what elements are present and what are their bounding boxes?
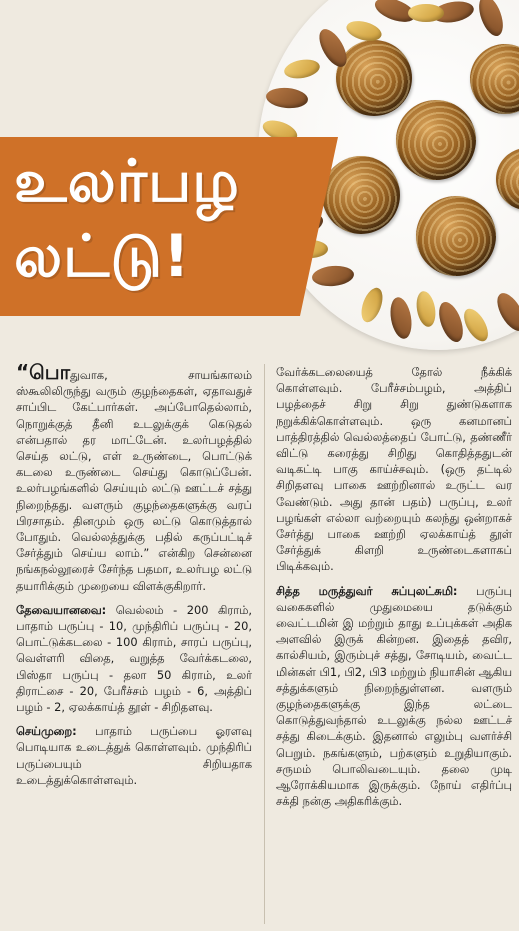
ingredients-text: வெல்லம் - 200 கிராம், பாதாம் பருப்பு - 10, முந்திரிப் பருப்பு - 20, பொட்டுக்கடலை - 100 கிராம், சாரப் பருப்பு, வெள்ளரி விதை, வறுத்த வேர்க்கடலை, பிஸ்தா பருப்பு - தலா 50 கிராம், உலர் திராட்சை - 20, பேரீச்சம் பழம் - 6, அத்திப் பழம் - 2, ஏலக்காய்த் தூள் - சிறிதளவு. (16, 602, 252, 715)
lead-word: “பொ (16, 360, 71, 384)
expert-label: சித்த மருத்துவர் சுப்புலட்சுமி: (276, 583, 458, 598)
expert-paragraph (276, 583, 512, 810)
laddu-ball (396, 100, 476, 180)
intro-text: துவாக, சாயங்காலம் ஸ்கூலிலிருந்து வரும் குழந்தைகள், ஏதாவதுச் சாப்பிட கேட்பார்கள். அப்போதெல்லாம், நொறுக்குத் தீனி உடலுக்குக் கெடுதல் என்பதால் தர மாட்டேன். உலர்பழத்தில் செய்த லட்டு, எள் உருண்டை, பொட்டுக் கடலை உருண்டை செய்து கொடுப்பேன். உலர்பழங்களில் செய்யும் லட்டு ஊட்டச் சத்து நிறைந்தது. வளரும் குழந்தைகளுக்கு வரப் பிரசாதம். தினமும் ஒரு லட்டு கொடுத்தால் போதும். வெல்லத்துக்கு பதில் கருப்பட்டிச் சேர்த்தும் செய்ய லாம்.” என்கிற சென்னை நங்கநல்லூரைச் சேர்ந்த பதமா, உலர்பழ லட்டு தயாரிக்கும் முறையை விளக்குகிறார். (16, 368, 252, 593)
method-paragraph (16, 723, 252, 788)
laddu-ball (416, 196, 496, 276)
raisin (408, 4, 444, 22)
method-text-left: பாதாம் பருப்பை ஓரளவு பொடியாக உடைத்துக் கொள்ளவும். முந்திரிப் பருப்பையும் சிறியதாக உடைத்துக்கொள்ளவும். (16, 724, 252, 787)
expert-text: பருப்பு வகைகளில் முதுமையை தடுக்கும் வைட்டமின் இ மற்றும் தாது உப்புக்கள் அதிக அளவில் இருக் கின்றன. இதைத் தவிர, கால்சியம், இரும்புச் சத்து, சோடியம், வைட்ட மின்கள் பி1, பி2, பி3 மற்றும் நியாசின் ஆகிய சத்துக்களும் நிறைந்துள்ளன. வளரும் குழந்தைகளுக்கு இந்த லட்டை கொடுத்துவந்தால் உடலுக்கு நல்ல ஊட்டச் சத்து கிடைக்கும். இதனால் எலும்பு வளர்ச்சி பெறும். நகங்களும், பற்களும் உறுதியாகும். சருமம் பொலிவடையும். தலை முடி ஆரோக்கியமாக இருக்கும். நோய் எதிர்ப்பு சக்தி நன்கு அதிகரிக்கும். (276, 583, 512, 809)
method-text-right: வேர்க்கடலையைத் தோல் நீக்கிக் கொள்ளவும். பேரீச்சம்பழம், அத்திப் பழத்தைச் சிறு சிறு துண்டுகளாக நறுக்கிக்கொள்ளவும். ஒரு கனமானப் பாத்திரத்தில் வெல்லத்தைப் போட்டு, தண்ணீர் விட்டு கரைத்து சிறிது கொதித்ததுடன் வடிகட்டி பாகு காய்ச்சவும். (ஒரு தட்டில் சிறிதளவு பாகை ஊற்றினால் உருட்ட வர வேண்டும். அது தான் பதம்) பருப்பு, உலர் பழங்கள் எல்லா வற்றையும் கலந்து ஒன்றாகச் சேர்த்து பாகை ஊற்றி ஏலக்காய்த் தூள் சேர்த்துக் கிளறி உருண்டைகளாகப் பிடிக்கவும். (276, 365, 512, 574)
method-label: செய்முறை: (16, 724, 77, 739)
ingredients-label: தேவையானவை: (16, 602, 107, 617)
laddu-ball (336, 40, 412, 116)
page-title-line-1: உலர்பழ (14, 147, 240, 215)
article-column-left (16, 360, 252, 796)
ingredients-paragraph (16, 602, 252, 715)
method-continued-paragraph (276, 364, 512, 575)
intro-paragraph (16, 360, 252, 594)
article-column-right (276, 364, 512, 817)
column-divider (264, 364, 265, 924)
page-title-line-2: லட்டு! (14, 222, 191, 290)
